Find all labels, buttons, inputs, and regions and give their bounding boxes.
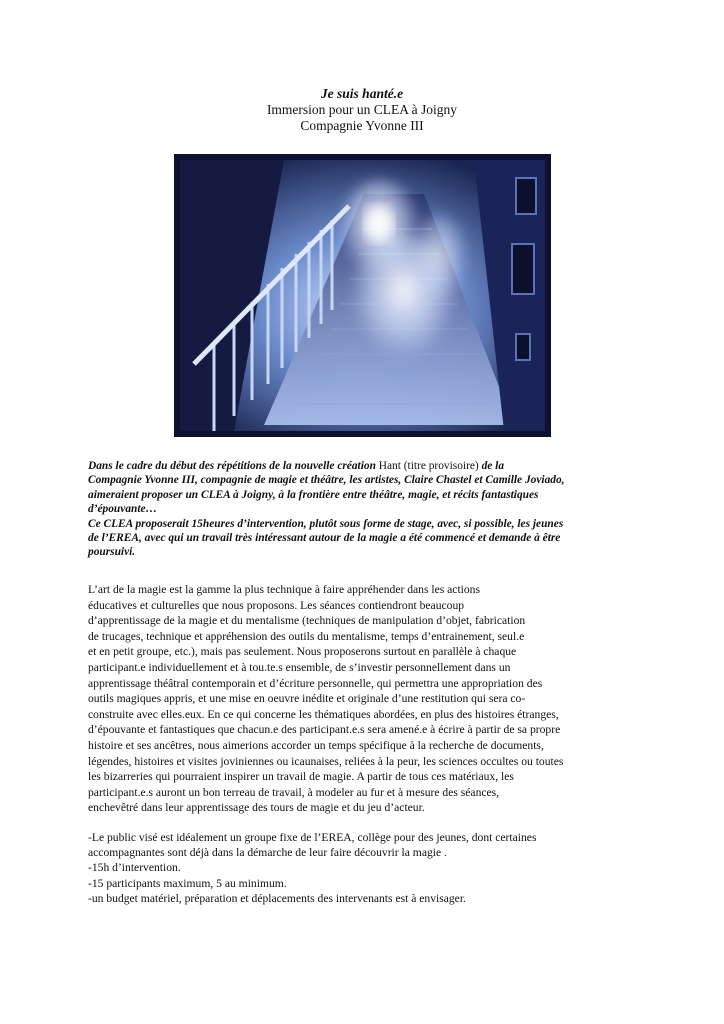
- document-header: [0, 86, 724, 134]
- intro-paragraph: [88, 459, 648, 560]
- body-line: et en petit groupe, etc.), mais pas seulement. Nous proposerons surtout en parallèle à chaque: [88, 645, 517, 659]
- body-line: éducatives et culturelles que nous proposons. Les séances contiendront beaucoup: [88, 598, 465, 612]
- body-line: d’apprentissage de la magie et du mentalisme (techniques de manipulation d’objet, fabrication: [88, 614, 526, 628]
- intro-line: [88, 459, 648, 473]
- body-line: de trucages, technique et appréhension des outils du mentalisme, temps d’entrainement, seul.e: [88, 629, 525, 643]
- body-line: histoire et ses ancêtres, nous aimerions accorder un temps spécifique à la recherche de documents,: [88, 738, 544, 752]
- intro-line: d’épouvante…: [88, 503, 157, 516]
- body-line: participant.e individuellement et à tou.te.s ensemble, de s’investir personnellement dans un: [88, 660, 511, 674]
- body-line: apprentissage théâtral contemporain et d’écriture personnelle, qui permettra une appropriation des: [88, 676, 543, 690]
- body-line: L’art de la magie est la gamme la plus technique à faire appréhender dans les actions: [88, 583, 480, 596]
- intro-line: de l’EREA, avec qui un travail très intéressant autour de la magie a été commencé et demande à être: [88, 532, 561, 545]
- project-name: Hant (titre provisoire): [378, 460, 482, 472]
- body-line: outils magiques appris, et une mise en oeuvre inédite et originale d’une restitution qui sera co-: [88, 692, 526, 706]
- body-line: construite avec elles.eux. En ce qui concerne les thématiques abordées, en plus des histoires étranges,: [88, 707, 559, 721]
- intro-line: aimeraient proposer un CLEA à Joigny, à la frontière entre théâtre, magie, et récits fantastiques: [88, 488, 539, 501]
- intro-line: poursuivi.: [88, 546, 136, 559]
- document-subtitle: Immersion pour un CLEA à Joigny: [266, 102, 458, 117]
- company-name: Compagnie Yvonne III: [300, 118, 424, 133]
- body-paragraph: [88, 582, 658, 816]
- list-item: -un budget matériel, préparation et déplacements des intervenants est à envisager.: [88, 891, 466, 905]
- intro-line: Compagnie Yvonne III, compagnie de magie et théâtre, les artistes, Claire Chastel et Camille Joviado,: [88, 474, 565, 487]
- list-item: -15 participants maximum, 5 au minimum.: [88, 876, 287, 890]
- list-item: accompagnantes sont déjà dans la démarche de leur faire découvrir la magie .: [88, 846, 447, 860]
- body-line: les bizarreries qui pourraient inspirer un travail de magie. A partir de tous ces matériaux, les: [88, 770, 514, 784]
- intro-text: Dans le cadre du début des répétitions de la nouvelle création: [88, 460, 379, 472]
- body-line: d’épouvante et fantastiques que chacun.e des participant.e.s sera amené.e à écrire à partir de sa propre: [88, 723, 561, 737]
- intro-line: Ce CLEA proposerait 15heures d’intervention, plutôt sous forme de stage, avec, si possible, les jeunes: [88, 517, 564, 530]
- intro-text: de la: [481, 460, 505, 472]
- document-title: Je suis hanté.e: [320, 86, 404, 101]
- details-list: [88, 830, 658, 906]
- ghost-staircase-photo: [174, 154, 551, 437]
- body-line: enchevêtré dans leur apprentissage des tours de magie et du jeu d’acteur.: [88, 801, 425, 815]
- list-item: -15h d’intervention.: [88, 861, 181, 875]
- body-line: légendes, histoires et visites joviniennes ou icaunaises, reliées à la peur, les sciences occultes ou toutes: [88, 754, 564, 768]
- body-line: participant.e.s auront un bon terreau de travail, à modeler au fur et à mesure des séances,: [88, 785, 500, 799]
- list-item: -Le public visé est idéalement un groupe fixe de l’EREA, collège pour des jeunes, dont certaines: [88, 831, 537, 844]
